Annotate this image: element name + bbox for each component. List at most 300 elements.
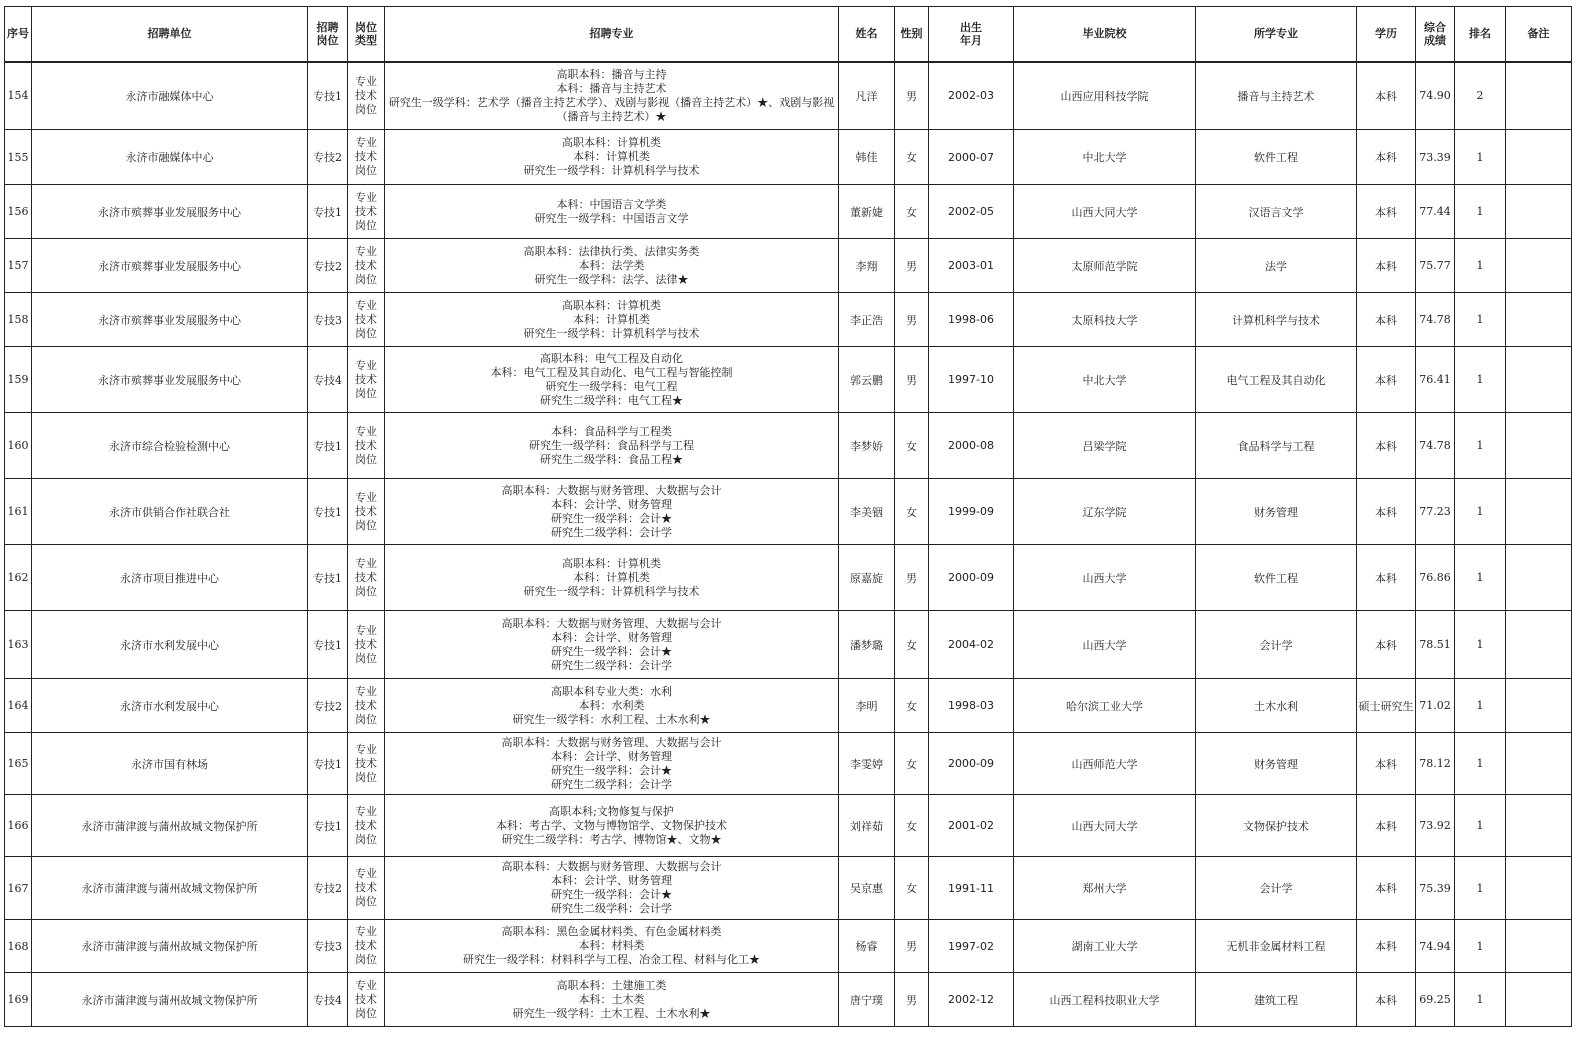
table-body [5, 62, 1572, 1027]
table-row [5, 679, 1572, 733]
cell-post: 专技2 [308, 857, 348, 920]
cell-major: 播音与主持艺术 [1196, 62, 1357, 130]
cell-note [1506, 479, 1572, 545]
major-requirement-line: 研究生一级学科：会计★ [551, 511, 672, 525]
cell-school: 吕梁学院 [1014, 413, 1196, 479]
cell-school: 郑州大学 [1014, 857, 1196, 920]
cell-name: 董新婕 [839, 185, 895, 239]
table-row [5, 973, 1572, 1027]
cell-score: 73.92 [1416, 795, 1455, 857]
table-row [5, 293, 1572, 347]
cell-post: 专技1 [308, 611, 348, 679]
major-requirement-line: 本科：考古学、文物与博物馆学、文物保护技术 [496, 818, 727, 832]
cell-score: 75.39 [1416, 857, 1455, 920]
cell-degree: 本科 [1357, 62, 1416, 130]
post-type-label: 专业技术岗位 [355, 623, 377, 665]
cell-unit: 永济市蒲津渡与蒲州故城文物保护所 [32, 795, 308, 857]
cell-unit: 永济市综合检验检测中心 [32, 413, 308, 479]
major-requirement-line: 研究生一级学科：计算机科学与技术 [523, 164, 700, 177]
cell-major: 电气工程及其自动化 [1196, 347, 1357, 413]
major-requirement-line: 研究生一级学科：水利工程、土木水利★ [512, 712, 711, 726]
cell-majors [385, 857, 839, 920]
results-table [4, 6, 1572, 1027]
cell-no: 168 [5, 920, 32, 973]
cell-post: 专技1 [308, 62, 348, 130]
major-requirement-line: 本科：法学类 [578, 258, 645, 272]
cell-gender: 女 [895, 733, 929, 795]
cell-note [1506, 347, 1572, 413]
cell-score: 74.78 [1416, 413, 1455, 479]
cell-unit: 永济市蒲津渡与蒲州故城文物保护所 [32, 973, 308, 1027]
header-type: 岗位类型 [348, 7, 385, 62]
cell-gender: 男 [895, 62, 929, 130]
cell-type [348, 545, 385, 611]
cell-rank: 1 [1455, 347, 1506, 413]
cell-birth: 2000-09 [929, 545, 1014, 611]
cell-type [348, 239, 385, 293]
cell-rank: 1 [1455, 795, 1506, 857]
cell-name: 郭云鹏 [839, 347, 895, 413]
table-row [5, 733, 1572, 795]
major-requirement-line: 研究生一级学科：土木工程、土木水利★ [512, 1006, 711, 1020]
cell-note [1506, 185, 1572, 239]
cell-type [348, 920, 385, 973]
cell-unit: 永济市蒲津渡与蒲州故城文物保护所 [32, 920, 308, 973]
cell-name: 李梦娇 [839, 413, 895, 479]
header-name: 姓名 [839, 7, 895, 62]
post-type-label: 专业技术岗位 [355, 684, 377, 726]
header-row [5, 7, 1572, 62]
post-type-label: 专业技术岗位 [355, 358, 377, 400]
cell-major: 建筑工程 [1196, 973, 1357, 1027]
cell-major: 财务管理 [1196, 733, 1357, 795]
cell-majors [385, 239, 839, 293]
cell-unit: 永济市供销合作社联合社 [32, 479, 308, 545]
cell-post: 专技1 [308, 479, 348, 545]
cell-post: 专技3 [308, 920, 348, 973]
major-requirement-line: 研究生一级学科：会计★ [551, 763, 672, 777]
cell-majors [385, 347, 839, 413]
cell-score: 69.25 [1416, 973, 1455, 1027]
table-row [5, 611, 1572, 679]
cell-score: 77.23 [1416, 479, 1455, 545]
post-type-label: 专业技术岗位 [355, 74, 377, 116]
table-row [5, 62, 1572, 130]
major-requirement-line: 高职本科：计算机类 [562, 556, 661, 570]
cell-name: 韩佳 [839, 130, 895, 185]
cell-post: 专技1 [308, 733, 348, 795]
major-requirement-line: 研究生一级学科：电气工程 [545, 379, 678, 393]
major-requirement-line: 研究生二级学科：食品工程★ [540, 452, 683, 466]
major-requirement-line: 本科：电气工程及其自动化、电气工程与智能控制 [490, 365, 733, 379]
cell-note [1506, 413, 1572, 479]
cell-school: 山西师范大学 [1014, 733, 1196, 795]
table-row [5, 413, 1572, 479]
cell-type [348, 611, 385, 679]
table-row [5, 545, 1572, 611]
cell-school: 辽东学院 [1014, 479, 1196, 545]
cell-degree: 本科 [1357, 545, 1416, 611]
major-requirement-line: 研究生一级学科：会计★ [551, 644, 672, 658]
major-requirement-line: 高职本科：土建施工类 [556, 978, 667, 992]
cell-major: 会计学 [1196, 857, 1357, 920]
cell-birth: 1991-11 [929, 857, 1014, 920]
major-requirement-line: 本科：水利类 [578, 698, 645, 712]
table-row [5, 130, 1572, 185]
cell-gender: 男 [895, 545, 929, 611]
major-requirement-line: 本科：中国语言文学类 [556, 197, 667, 211]
cell-major: 法学 [1196, 239, 1357, 293]
major-requirement-line: 本科：材料类 [578, 939, 645, 952]
header-gender: 性别 [895, 7, 929, 62]
cell-name: 李明 [839, 679, 895, 733]
cell-name: 李雯婷 [839, 733, 895, 795]
cell-rank: 1 [1455, 679, 1506, 733]
major-requirement-line: 研究生一级学科：艺术学（播音主持艺术学）、戏剧与影视（播音主持艺术）★、戏剧与影视（播音与主持艺术）★ [388, 95, 835, 123]
cell-note [1506, 733, 1572, 795]
cell-unit: 永济市国有林场 [32, 733, 308, 795]
cell-type [348, 413, 385, 479]
cell-note [1506, 611, 1572, 679]
major-requirement-line: 高职本科：电气工程及自动化 [540, 351, 683, 365]
cell-degree: 本科 [1357, 920, 1416, 973]
cell-type [348, 293, 385, 347]
cell-note [1506, 857, 1572, 920]
cell-unit: 永济市殡葬事业发展服务中心 [32, 239, 308, 293]
cell-post: 专技1 [308, 185, 348, 239]
major-requirement-line: 本科：食品科学与工程类 [551, 424, 672, 438]
cell-post: 专技4 [308, 347, 348, 413]
cell-degree: 本科 [1357, 479, 1416, 545]
cell-type [348, 479, 385, 545]
major-requirement-line: 本科：计算机类 [573, 312, 650, 326]
cell-majors [385, 545, 839, 611]
major-requirement-line: 高职本科：大数据与财务管理、大数据与会计 [501, 860, 722, 873]
cell-type [348, 973, 385, 1027]
cell-degree: 本科 [1357, 413, 1416, 479]
cell-no: 169 [5, 973, 32, 1027]
major-requirement-line: 研究生一级学科：食品科学与工程 [529, 438, 694, 452]
cell-majors [385, 795, 839, 857]
cell-major: 会计学 [1196, 611, 1357, 679]
cell-school: 山西工程科技职业大学 [1014, 973, 1196, 1027]
cell-no: 167 [5, 857, 32, 920]
cell-post: 专技3 [308, 293, 348, 347]
cell-score: 71.02 [1416, 679, 1455, 733]
cell-school: 山西大同大学 [1014, 795, 1196, 857]
cell-no: 156 [5, 185, 32, 239]
cell-majors [385, 413, 839, 479]
cell-unit: 永济市殡葬事业发展服务中心 [32, 347, 308, 413]
cell-rank: 1 [1455, 973, 1506, 1027]
cell-note [1506, 545, 1572, 611]
cell-post: 专技2 [308, 130, 348, 185]
post-type-label: 专业技术岗位 [355, 424, 377, 466]
header-post: 招聘岗位 [308, 7, 348, 62]
cell-gender: 男 [895, 347, 929, 413]
cell-unit: 永济市殡葬事业发展服务中心 [32, 293, 308, 347]
major-requirement-line: 研究生一级学科：会计★ [551, 888, 672, 901]
major-requirement-line: 高职本科：大数据与财务管理、大数据与会计 [501, 616, 722, 630]
cell-degree: 本科 [1357, 239, 1416, 293]
cell-score: 76.86 [1416, 545, 1455, 611]
cell-gender: 女 [895, 611, 929, 679]
cell-school: 山西大学 [1014, 611, 1196, 679]
cell-majors [385, 185, 839, 239]
cell-degree: 本科 [1357, 973, 1416, 1027]
major-requirement-line: 本科：土木类 [578, 992, 645, 1006]
major-requirement-line: 研究生二级学科：电气工程★ [540, 393, 683, 407]
major-requirement-line: 研究生二级学科：会计学 [551, 902, 672, 915]
cell-degree: 本科 [1357, 733, 1416, 795]
cell-type [348, 347, 385, 413]
cell-birth: 1999-09 [929, 479, 1014, 545]
table-row [5, 795, 1572, 857]
major-requirement-line: 高职本科专业大类：水利 [551, 684, 672, 698]
cell-school: 湖南工业大学 [1014, 920, 1196, 973]
cell-majors [385, 479, 839, 545]
header-birth: 出生年月 [929, 7, 1014, 62]
post-type-label: 专业技术岗位 [355, 556, 377, 598]
cell-gender: 女 [895, 479, 929, 545]
header-rank: 排名 [1455, 7, 1506, 62]
cell-score: 78.12 [1416, 733, 1455, 795]
header-degree: 学历 [1357, 7, 1416, 62]
cell-name: 李正浩 [839, 293, 895, 347]
cell-major: 财务管理 [1196, 479, 1357, 545]
cell-degree: 本科 [1357, 857, 1416, 920]
major-requirement-line: 本科：计算机类 [573, 150, 650, 163]
cell-name: 杨睿 [839, 920, 895, 973]
cell-note [1506, 62, 1572, 130]
header-note: 备注 [1506, 7, 1572, 62]
table-row [5, 185, 1572, 239]
header-no: 序号 [5, 7, 32, 62]
cell-rank: 1 [1455, 545, 1506, 611]
major-requirement-line: 高职本科：大数据与财务管理、大数据与会计 [501, 483, 722, 497]
cell-school: 山西大学 [1014, 545, 1196, 611]
major-requirement-line: 高职本科：计算机类 [562, 298, 661, 312]
cell-school: 中北大学 [1014, 130, 1196, 185]
cell-gender: 男 [895, 293, 929, 347]
cell-post: 专技4 [308, 973, 348, 1027]
cell-type [348, 130, 385, 185]
cell-majors [385, 130, 839, 185]
post-type-label: 专业技术岗位 [355, 925, 377, 966]
cell-score: 77.44 [1416, 185, 1455, 239]
cell-no: 159 [5, 347, 32, 413]
cell-degree: 本科 [1357, 185, 1416, 239]
major-requirement-line: 本科：会计学、财务管理 [551, 497, 672, 511]
cell-rank: 1 [1455, 185, 1506, 239]
major-requirement-line: 研究生一级学科：计算机科学与技术 [523, 326, 700, 340]
cell-no: 166 [5, 795, 32, 857]
cell-note [1506, 795, 1572, 857]
cell-gender: 女 [895, 185, 929, 239]
cell-rank: 1 [1455, 920, 1506, 973]
cell-type [348, 679, 385, 733]
cell-name: 凡洋 [839, 62, 895, 130]
major-requirement-line: 本科：会计学、财务管理 [551, 749, 672, 763]
cell-birth: 2000-07 [929, 130, 1014, 185]
cell-type [348, 62, 385, 130]
cell-name: 原嘉旋 [839, 545, 895, 611]
post-type-label: 专业技术岗位 [355, 244, 377, 286]
cell-birth: 2000-08 [929, 413, 1014, 479]
header-school: 毕业院校 [1014, 7, 1196, 62]
cell-major: 土木水利 [1196, 679, 1357, 733]
cell-unit: 永济市水利发展中心 [32, 611, 308, 679]
cell-name: 唐宁璞 [839, 973, 895, 1027]
major-requirement-line: 高职本科：计算机类 [562, 136, 661, 149]
table-row [5, 479, 1572, 545]
cell-rank: 1 [1455, 239, 1506, 293]
cell-gender: 女 [895, 679, 929, 733]
cell-type [348, 185, 385, 239]
cell-no: 162 [5, 545, 32, 611]
cell-note [1506, 679, 1572, 733]
cell-score: 74.90 [1416, 62, 1455, 130]
cell-rank: 1 [1455, 857, 1506, 920]
cell-unit: 永济市融媒体中心 [32, 62, 308, 130]
cell-no: 165 [5, 733, 32, 795]
cell-unit: 永济市殡葬事业发展服务中心 [32, 185, 308, 239]
cell-no: 164 [5, 679, 32, 733]
cell-gender: 女 [895, 130, 929, 185]
cell-unit: 永济市融媒体中心 [32, 130, 308, 185]
cell-rank: 1 [1455, 611, 1506, 679]
cell-school: 山西应用科技学院 [1014, 62, 1196, 130]
header-unit: 招聘单位 [32, 7, 308, 62]
cell-birth: 2004-02 [929, 611, 1014, 679]
cell-rank: 1 [1455, 130, 1506, 185]
major-requirement-line: 高职本科：黑色金属材料类、有色金属材料类 [501, 925, 722, 938]
cell-score: 78.51 [1416, 611, 1455, 679]
cell-birth: 1998-06 [929, 293, 1014, 347]
cell-name: 刘祥茹 [839, 795, 895, 857]
cell-majors [385, 293, 839, 347]
cell-major: 软件工程 [1196, 545, 1357, 611]
cell-no: 160 [5, 413, 32, 479]
cell-degree: 本科 [1357, 611, 1416, 679]
major-requirement-line: 高职本科：大数据与财务管理、大数据与会计 [501, 735, 722, 749]
major-requirement-line: 研究生一级学科：中国语言文学 [534, 211, 689, 225]
major-requirement-line: 研究生一级学科：计算机科学与技术 [523, 584, 700, 598]
cell-note [1506, 130, 1572, 185]
cell-birth: 2003-01 [929, 239, 1014, 293]
cell-school: 太原师范学院 [1014, 239, 1196, 293]
cell-unit: 永济市蒲津渡与蒲州故城文物保护所 [32, 857, 308, 920]
major-requirement-line: 高职本科：播音与主持 [556, 67, 667, 81]
major-requirement-line: 研究生二级学科：考古学、博物馆★、文物★ [501, 832, 722, 846]
post-type-label: 专业技术岗位 [355, 867, 377, 908]
cell-name: 李翔 [839, 239, 895, 293]
cell-gender: 男 [895, 239, 929, 293]
cell-score: 74.94 [1416, 920, 1455, 973]
cell-majors [385, 920, 839, 973]
major-requirement-line: 研究生二级学科：会计学 [551, 658, 672, 672]
major-requirement-line: 本科：会计学、财务管理 [551, 630, 672, 644]
major-requirement-line: 研究生二级学科：会计学 [551, 525, 672, 539]
header-score: 综合成绩 [1416, 7, 1455, 62]
cell-major: 汉语言文学 [1196, 185, 1357, 239]
post-type-label: 专业技术岗位 [355, 742, 377, 784]
cell-gender: 女 [895, 857, 929, 920]
cell-unit: 永济市水利发展中心 [32, 679, 308, 733]
cell-school: 哈尔滨工业大学 [1014, 679, 1196, 733]
major-requirement-line: 本科：会计学、财务管理 [551, 874, 672, 887]
cell-no: 158 [5, 293, 32, 347]
cell-degree: 本科 [1357, 347, 1416, 413]
cell-degree: 本科 [1357, 795, 1416, 857]
cell-note [1506, 239, 1572, 293]
cell-majors [385, 679, 839, 733]
cell-post: 专技1 [308, 545, 348, 611]
table-row [5, 239, 1572, 293]
cell-gender: 男 [895, 920, 929, 973]
cell-no: 163 [5, 611, 32, 679]
cell-post: 专技1 [308, 413, 348, 479]
cell-no: 155 [5, 130, 32, 185]
cell-birth: 1997-02 [929, 920, 1014, 973]
cell-rank: 1 [1455, 733, 1506, 795]
post-type-label: 专业技术岗位 [355, 978, 377, 1020]
cell-school: 太原科技大学 [1014, 293, 1196, 347]
cell-rank: 2 [1455, 62, 1506, 130]
cell-score: 76.41 [1416, 347, 1455, 413]
post-type-label: 专业技术岗位 [355, 490, 377, 532]
table-row [5, 857, 1572, 920]
table-row [5, 920, 1572, 973]
cell-no: 154 [5, 62, 32, 130]
post-type-label: 专业技术岗位 [355, 804, 377, 846]
cell-major: 文物保护技术 [1196, 795, 1357, 857]
cell-degree: 本科 [1357, 293, 1416, 347]
cell-no: 161 [5, 479, 32, 545]
cell-type [348, 795, 385, 857]
cell-birth: 2000-09 [929, 733, 1014, 795]
cell-birth: 1998-03 [929, 679, 1014, 733]
cell-majors [385, 733, 839, 795]
cell-birth: 2002-05 [929, 185, 1014, 239]
cell-birth: 1997-10 [929, 347, 1014, 413]
cell-note [1506, 293, 1572, 347]
cell-unit: 永济市项目推进中心 [32, 545, 308, 611]
post-type-label: 专业技术岗位 [355, 190, 377, 232]
cell-post: 专技1 [308, 795, 348, 857]
header-majors: 招聘专业 [385, 7, 839, 62]
cell-major: 软件工程 [1196, 130, 1357, 185]
post-type-label: 专业技术岗位 [355, 136, 377, 177]
cell-note [1506, 973, 1572, 1027]
table-row [5, 347, 1572, 413]
cell-major: 食品科学与工程 [1196, 413, 1357, 479]
cell-rank: 1 [1455, 293, 1506, 347]
cell-degree: 本科 [1357, 130, 1416, 185]
cell-birth: 2002-03 [929, 62, 1014, 130]
cell-birth: 2001-02 [929, 795, 1014, 857]
cell-majors [385, 973, 839, 1027]
major-requirement-line: 高职本科;文物修复与保护 [549, 804, 674, 818]
cell-name: 李美铟 [839, 479, 895, 545]
major-requirement-line: 高职本科：法律执行类、法律实务类 [523, 244, 700, 258]
cell-type [348, 733, 385, 795]
cell-post: 专技2 [308, 679, 348, 733]
cell-school: 山西大同大学 [1014, 185, 1196, 239]
major-requirement-line: 研究生一级学科：法学、法律★ [534, 272, 689, 286]
cell-no: 157 [5, 239, 32, 293]
cell-score: 75.77 [1416, 239, 1455, 293]
